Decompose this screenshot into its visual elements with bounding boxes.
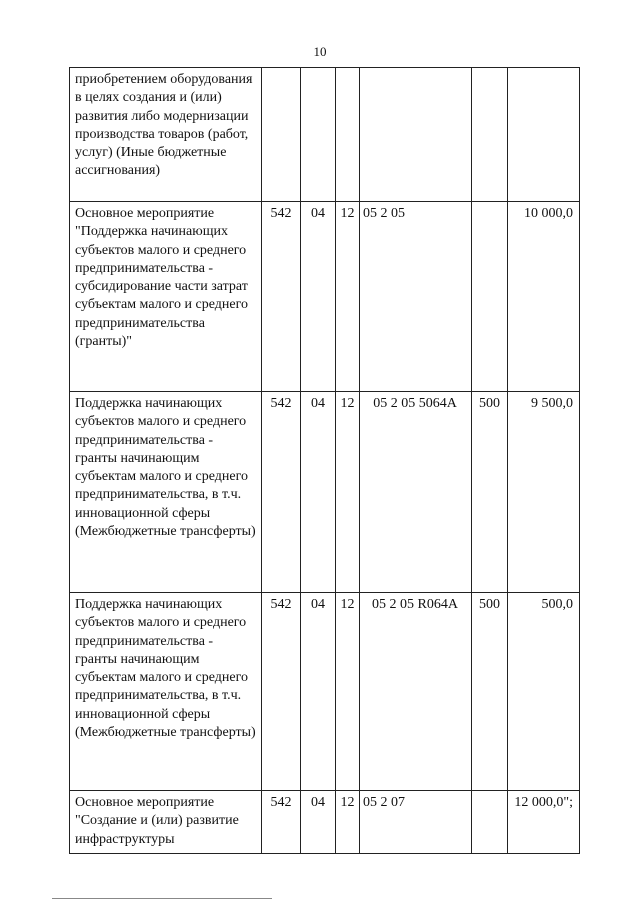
row-name-cell: Основное мероприятие "Поддержка начинающих субъектов малого и среднего предпринимательства - субсидирование части затрат субъектам малого и среднего предпринимательства (гранты)" <box>70 202 262 392</box>
table-row <box>70 202 580 392</box>
target-article-cell <box>360 68 472 202</box>
ministry-code-cell <box>262 68 301 202</box>
budget-table <box>69 67 580 854</box>
table-row <box>70 68 580 202</box>
row-name-cell: Основное мероприятие "Создание и (или) развитие инфраструктуры <box>70 791 262 854</box>
subsection-code-cell <box>336 68 360 202</box>
target-article-cell: 05 2 07 <box>360 791 472 854</box>
row-name-cell: Поддержка начинающих субъектов малого и среднего предпринимательства - гранты начинающим субъектам малого и среднего предпринимательства, в т.ч. инновационной сферы (Межбюджетные трансферты) <box>70 392 262 593</box>
section-code-cell: 04 <box>301 202 336 392</box>
section-code-cell: 04 <box>301 392 336 593</box>
expense-type-cell <box>472 68 508 202</box>
row-name-cell: приобретением оборудования в целях создания и (или) развития либо модернизации производства товаров (работ, услуг) (Иные бюджетные ассигнования) <box>70 68 262 202</box>
amount-cell: 500,0 <box>508 593 580 791</box>
footer-divider <box>52 898 272 899</box>
expense-type-cell <box>472 791 508 854</box>
table-row <box>70 791 580 854</box>
section-code-cell: 04 <box>301 593 336 791</box>
ministry-code-cell: 542 <box>262 593 301 791</box>
amount-cell <box>508 68 580 202</box>
ministry-code-cell: 542 <box>262 791 301 854</box>
row-name-cell: Поддержка начинающих субъектов малого и среднего предпринимательства - гранты начинающим субъектам малого и среднего предпринимательства, в т.ч. инновационной сферы (Межбюджетные трансферты) <box>70 593 262 791</box>
subsection-code-cell: 12 <box>336 791 360 854</box>
amount-cell: 12 000,0"; <box>508 791 580 854</box>
expense-type-cell <box>472 202 508 392</box>
target-article-cell: 05 2 05 R064A <box>360 593 472 791</box>
ministry-code-cell: 542 <box>262 202 301 392</box>
amount-cell: 9 500,0 <box>508 392 580 593</box>
target-article-cell: 05 2 05 5064A <box>360 392 472 593</box>
expense-type-cell: 500 <box>472 392 508 593</box>
table-row <box>70 593 580 791</box>
subsection-code-cell: 12 <box>336 593 360 791</box>
ministry-code-cell: 542 <box>262 392 301 593</box>
target-article-cell: 05 2 05 <box>360 202 472 392</box>
page-number: 10 <box>313 44 327 59</box>
section-code-cell: 04 <box>301 791 336 854</box>
amount-cell: 10 000,0 <box>508 202 580 392</box>
table-row <box>70 392 580 593</box>
section-code-cell <box>301 68 336 202</box>
subsection-code-cell: 12 <box>336 392 360 593</box>
expense-type-cell: 500 <box>472 593 508 791</box>
subsection-code-cell: 12 <box>336 202 360 392</box>
